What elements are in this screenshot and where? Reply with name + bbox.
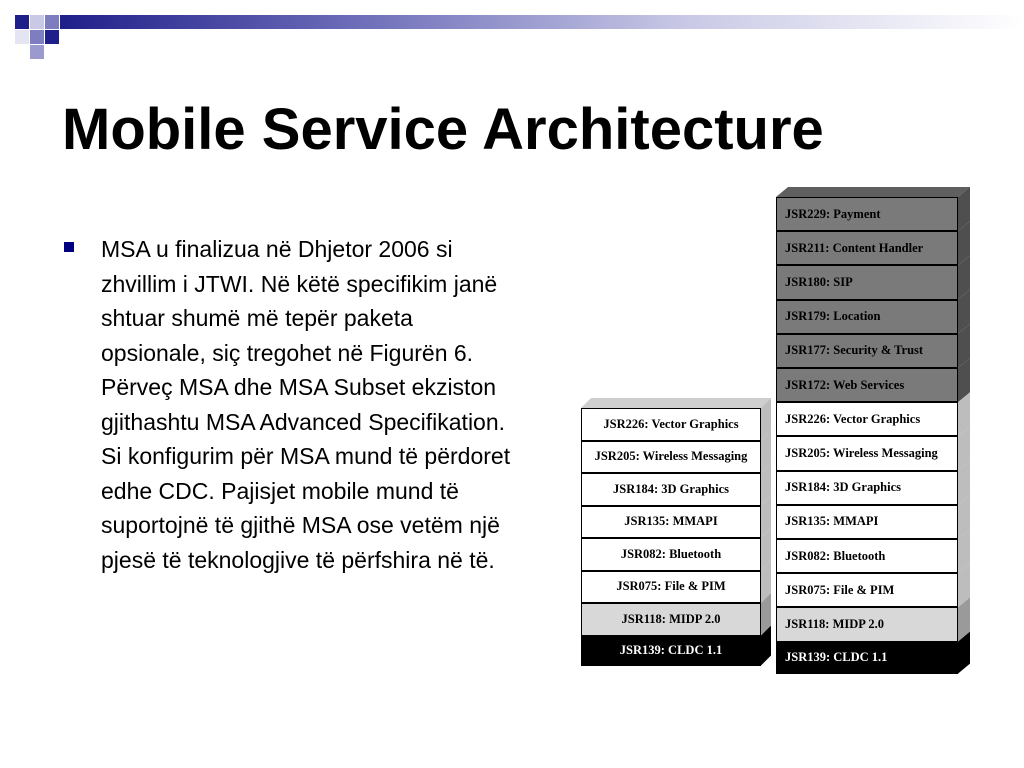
jsr-block-label: JSR184: 3D Graphics — [613, 481, 729, 496]
jsr-block — [581, 473, 761, 506]
jsr-block — [776, 265, 958, 299]
jsr-block-label: JSR180: SIP — [785, 274, 853, 289]
jsr-block-label: JSR184: 3D Graphics — [785, 480, 901, 495]
jsr-block — [581, 506, 761, 539]
msa-subset-stack — [581, 398, 771, 666]
header-gradient-bar — [60, 15, 1024, 29]
jsr-block-label: JSR205: Wireless Messaging — [594, 449, 748, 464]
jsr-block-label: JSR135: MMAPI — [624, 514, 718, 529]
jsr-block-label: JSR075: File & PIM — [785, 582, 895, 597]
slide-title: Mobile Service Architecture — [62, 97, 824, 162]
deco-square — [45, 30, 59, 44]
jsr-block-label: JSR139: CLDC 1.1 — [785, 650, 888, 665]
jsr-block-label: JSR179: Location — [785, 309, 881, 324]
jsr-block — [581, 441, 761, 474]
jsr-block — [776, 573, 958, 607]
jsr-block-label: JSR172: Web Services — [785, 377, 905, 392]
jsr-block — [581, 636, 761, 666]
bullet-text: MSA u finalizua në Dhjetor 2006 si zhvillim i JTWI. Në këtë specifikim janë shtuar shumë më tepër paketa opsionale, siç tregohet në Figurën 6. Përveç MSA dhe MSA Subset ekziston gjithashtu MSA Advanced Specifikation. Si konfigurim për MSA mund të përdoret edhe CDC. Pajisjet mobile mund të suportojnë të gjithë MSA ose vetëm një pjesë të teknologjive të përfshira në të. — [101, 236, 511, 573]
jsr-block-label: JSR082: Bluetooth — [785, 548, 886, 563]
jsr-block — [776, 231, 958, 265]
deco-square — [15, 30, 29, 44]
jsr-block — [581, 538, 761, 571]
deco-square — [45, 15, 59, 29]
stack-top-face — [581, 398, 771, 408]
jsr-block-label: JSR135: MMAPI — [785, 514, 879, 529]
jsr-block — [776, 402, 958, 436]
jsr-block-label: JSR229: Payment — [785, 206, 881, 221]
jsr-block-label: JSR226: Vector Graphics — [785, 411, 921, 426]
jsr-block — [776, 436, 958, 470]
jsr-block — [776, 642, 958, 674]
jsr-block — [776, 197, 958, 231]
deco-square — [30, 15, 44, 29]
jsr-block — [776, 334, 958, 368]
jsr-block — [581, 603, 761, 636]
jsr-block-label: JSR075: File & PIM — [616, 579, 726, 594]
jsr-block-label: JSR118: MIDP 2.0 — [785, 616, 884, 631]
jsr-block-label: JSR177: Security & Trust — [785, 343, 924, 358]
deco-square — [30, 45, 44, 59]
jsr-block-label: JSR082: Bluetooth — [620, 546, 722, 561]
jsr-block-label: JSR211: Content Handler — [785, 240, 924, 255]
jsr-block — [581, 408, 761, 441]
jsr-block-label: JSR226: Vector Graphics — [603, 416, 739, 431]
jsr-block — [776, 505, 958, 539]
deco-square — [15, 15, 29, 29]
jsr-block — [776, 539, 958, 573]
jsr-block — [776, 471, 958, 505]
msa-full-stack — [776, 187, 970, 666]
jsr-block — [776, 368, 958, 402]
deco-square — [30, 30, 44, 44]
jsr-block-label: JSR205: Wireless Messaging — [785, 445, 938, 460]
jsr-block — [776, 607, 958, 641]
jsr-block — [776, 300, 958, 334]
square-bullet-icon — [64, 242, 74, 252]
jsr-block-label: JSR118: MIDP 2.0 — [621, 611, 721, 626]
jsr-block-label: JSR139: CLDC 1.1 — [619, 643, 723, 657]
stack-top-face — [776, 187, 970, 197]
jsr-block — [581, 571, 761, 604]
